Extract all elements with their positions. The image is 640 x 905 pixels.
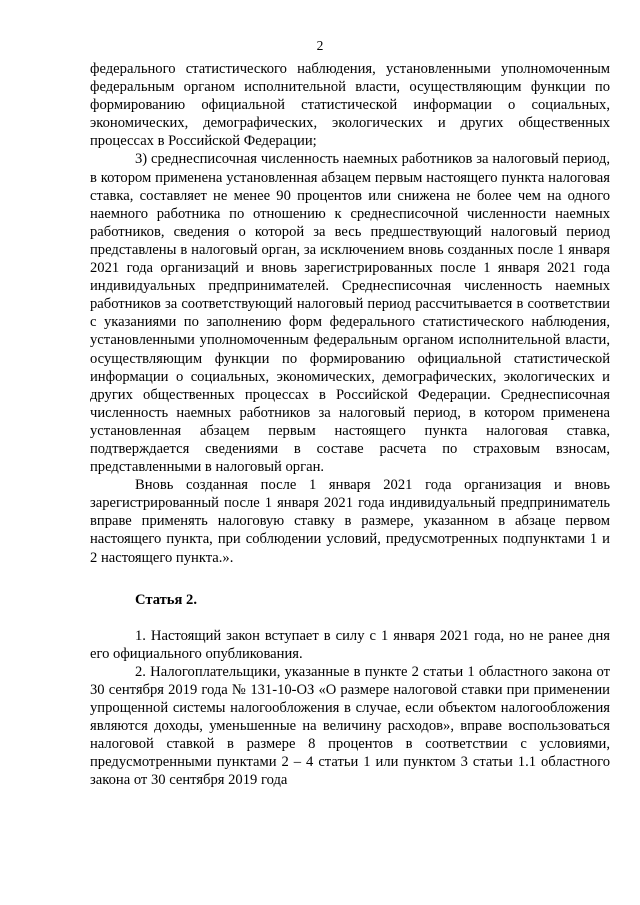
paragraph-continuation: федерального статистического наблюдения, установленными уполномоченным федеральным органом исполнительной власти, осуществляющим функции по формированию официальной статистической информации о социальных, экономических, демографических, экологических и других общественных процессах в Российской Федерации; — [90, 61, 610, 150]
paragraph-subitem-3: 3) среднесписочная численность наемных работников за налоговый период, в котором применена установленная абзацем первым настоящего пункта налоговая ставка, составляет не менее 90 процентов или снижена не более чем на одного наемного работника по отношению к среднесписочной численности наемных работников, сведения о которой за весь предшествующий налоговый период представлены в налоговый орган, за исключением вновь созданных после 1 января 2021 года организаций и вновь зарегистрированных после 1 января 2021 года индивидуальных предпринимателей. Среднесписочная численность наемных работников за соответствующий налоговый период рассчитывается в соответствии с указаниями по заполнению форм федерального статистического наблюдения, установленными уполномоченным федеральным органом исполнительной власти, осуществляющим функции по формированию официальной статистической информации о социальных, экономических, демографических, экологических и других общественных процессах в Российской Федерации. Среднесписочная численность наемных работников за налоговый период, в котором применена установленная абзацем первым настоящего пункта налоговая ставка, подтверждается сведениями в составе расчета по страховым взносам, представленными в налоговый орган. — [90, 151, 610, 476]
article-heading: Статья 2. — [135, 591, 197, 608]
spacer — [90, 567, 610, 591]
spacer — [90, 609, 610, 627]
paragraph-new-organization: Вновь созданная после 1 января 2021 года организация и вновь зарегистрированный после 1 января 2021 года индивидуальный предприниматель вправе применять налоговую ставку в размере, указанном в абзаце первом настоящего пункта, при соблюдении условий, предусмотренных подпунктами 1 и 2 настоящего пункта.». — [90, 477, 610, 566]
article-paragraph-2: 2. Налогоплательщики, указанные в пункте 2 статьи 1 областного закона от 30 сентября 2019 года № 131-10-ОЗ «О размере налоговой ставки при применении упрощенной системы налогообложения в случае, если объектом налогообложения являются доходы, уменьшенные на величину расходов», вправе воспользоваться налоговой ставкой в размере 8 процентов в соответствии с условиями, предусмотренными пунктами 2 – 4 статьи 1 или пунктом 3 статьи 1.1 областного закона от 30 сентября 2019 года — [90, 663, 610, 789]
document-body — [90, 60, 610, 790]
page-number: 2 — [316, 38, 324, 53]
article-paragraph-1: 1. Настоящий закон вступает в силу с 1 января 2021 года, но не ранее дня его официального опубликования. — [90, 627, 610, 662]
